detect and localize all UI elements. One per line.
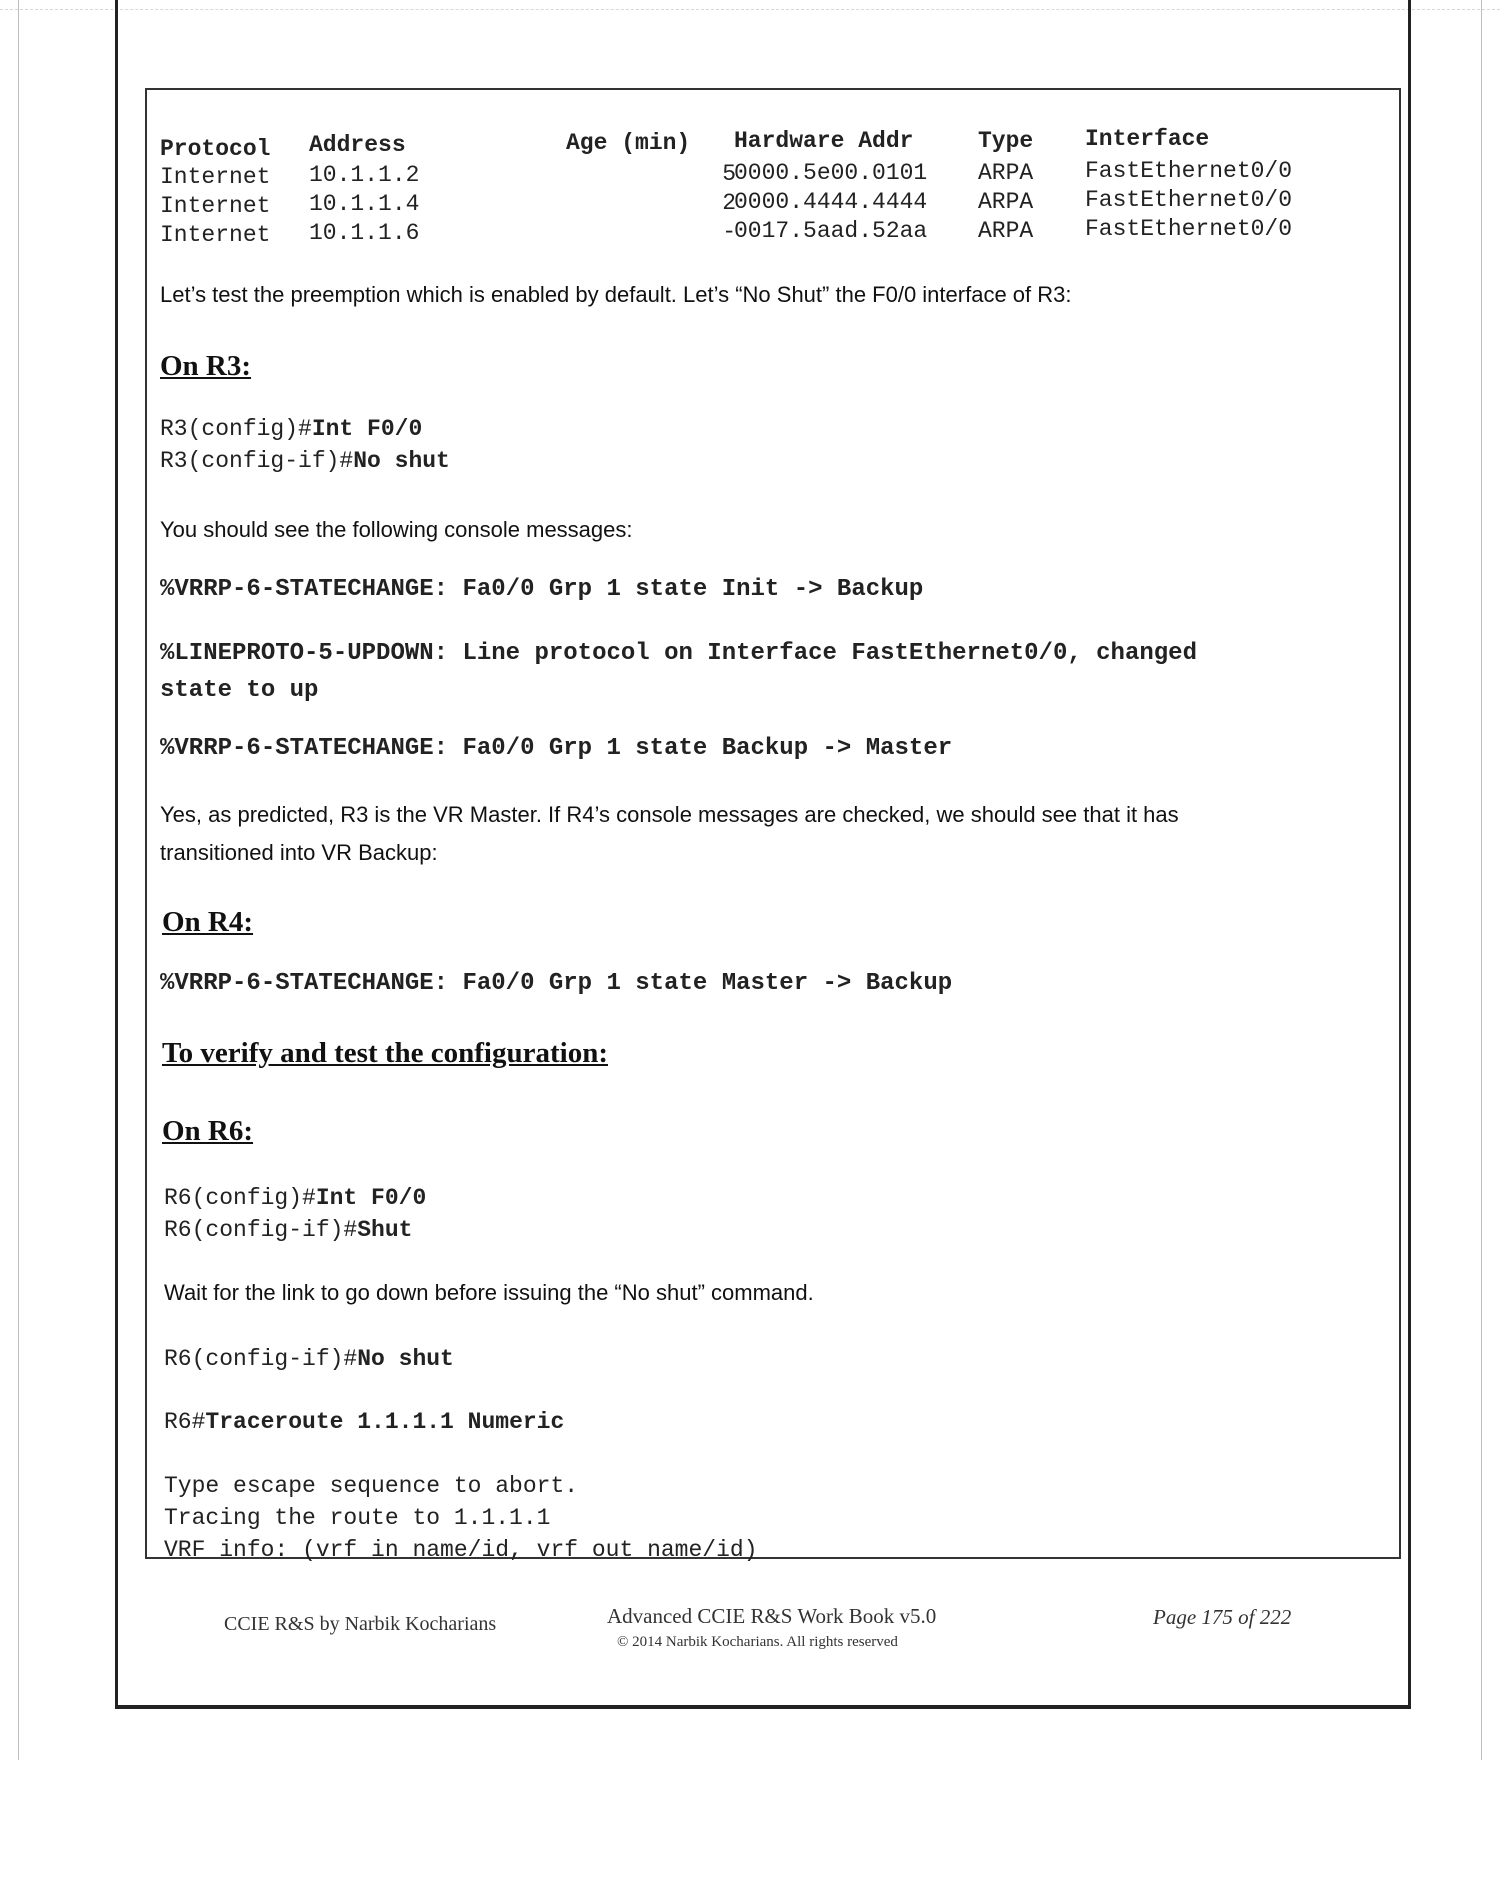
r6-prompt: R6(config)# (164, 1185, 316, 1211)
footer-page-number: Page 175 of 222 (1153, 1605, 1292, 1629)
arp-header-hardware: Hardware Addr (734, 128, 914, 154)
console-message-tag: %LINEPROTO-5-UPDOWN: (160, 640, 449, 667)
r6-command-line (164, 1409, 564, 1435)
scan-right-edge (1481, 0, 1482, 1760)
console-message-text: Fa0/0 Grp 1 state Backup -> Master (462, 735, 953, 762)
console-message-tag: %VRRP-6-STATECHANGE: (160, 735, 449, 762)
console-messages-paragraph: You should see the following console messages: (160, 517, 633, 542)
arp-cell-interface: FastEthernet0/0 (1085, 158, 1293, 184)
arp-cell-hardware: 0000.4444.4444 (734, 189, 928, 215)
predicted-paragraph-line1: Yes, as predicted, R3 is the VR Master. If R4’s console messages are checked, we should see that it has (160, 802, 1179, 827)
r3-command-line (160, 448, 450, 474)
heading-on-r6: On R6: (162, 1115, 254, 1147)
traceroute-output-line: Type escape sequence to abort. (164, 1473, 579, 1499)
r3-prompt: R3(config-if)# (160, 448, 354, 474)
arp-cell-hardware: 0000.5e00.0101 (734, 160, 928, 186)
arp-cell-age: 5 (722, 161, 736, 187)
r6-prompt: R6(config-if)# (164, 1217, 358, 1243)
arp-cell-interface: FastEthernet0/0 (1085, 187, 1293, 213)
arp-header-address: Address (309, 132, 406, 158)
r3-prompt: R3(config)# (160, 416, 312, 442)
console-message (160, 735, 952, 762)
arp-cell-age: 2 (722, 190, 736, 216)
console-message (160, 970, 952, 997)
arp-cell-type: ARPA (978, 160, 1034, 186)
console-message-text: Line protocol on Interface FastEthernet0/0, changed (462, 640, 1197, 667)
console-message (160, 640, 1197, 667)
arp-header-interface: Interface (1085, 126, 1210, 152)
footer-author: CCIE R&S by Narbik Kocharians (224, 1613, 497, 1635)
console-message (160, 576, 923, 603)
table-row (160, 216, 1360, 251)
heading-verify: To verify and test the configuration: (162, 1037, 608, 1069)
predicted-paragraph-line2: transitioned into VR Backup: (160, 840, 438, 865)
arp-cell-protocol: Internet (160, 222, 271, 248)
r6-command: No shut (357, 1346, 454, 1372)
r6-command-line (164, 1185, 426, 1211)
arp-cell-address: 10.1.1.6 (309, 220, 420, 246)
r6-command: Traceroute 1.1.1.1 Numeric (205, 1409, 565, 1435)
arp-cell-address: 10.1.1.4 (309, 191, 420, 217)
r6-prompt: R6(config-if)# (164, 1346, 358, 1372)
heading-on-r4: On R4: (162, 906, 254, 938)
arp-header-protocol: Protocol (160, 136, 271, 162)
console-message-tag: %VRRP-6-STATECHANGE: (160, 576, 449, 603)
footer-title: Advanced CCIE R&S Work Book v5.0 (607, 1604, 937, 1628)
traceroute-output-line: Tracing the route to 1.1.1.1 (164, 1505, 551, 1531)
preemption-paragraph: Let’s test the preemption which is enabled by default. Let’s “No Shut” the F0/0 interface of R3: (160, 282, 1072, 307)
arp-cell-address: 10.1.1.2 (309, 162, 420, 188)
arp-header-type: Type (978, 128, 1034, 154)
traceroute-output-line: VRF info: (vrf in name/id, vrf out name/id) (164, 1537, 758, 1563)
scan-left-edge (18, 0, 19, 1760)
console-message-text: Fa0/0 Grp 1 state Master -> Backup (462, 970, 953, 997)
r6-command: Shut (357, 1217, 413, 1243)
console-message-continuation: state to up (160, 677, 319, 704)
console-message-tag: %VRRP-6-STATECHANGE: (160, 970, 449, 997)
r3-command-line (160, 416, 422, 442)
arp-cell-age: - (722, 219, 736, 245)
arp-header-age: Age (min) (566, 130, 691, 156)
console-message-text: Fa0/0 Grp 1 state Init -> Backup (462, 576, 924, 603)
wait-paragraph: Wait for the link to go down before issuing the “No shut” command. (164, 1280, 814, 1305)
r6-command-line (164, 1346, 454, 1372)
r6-command-line (164, 1217, 412, 1243)
arp-cell-protocol: Internet (160, 164, 271, 190)
r3-command: No shut (353, 448, 450, 474)
r3-command: Int F0/0 (311, 416, 423, 442)
arp-cell-type: ARPA (978, 218, 1034, 244)
heading-on-r3: On R3: (160, 350, 252, 382)
arp-cell-protocol: Internet (160, 193, 271, 219)
r6-command: Int F0/0 (315, 1185, 427, 1211)
arp-cell-interface: FastEthernet0/0 (1085, 216, 1293, 242)
footer-copyright: © 2014 Narbik Kocharians. All rights reserved (617, 1634, 898, 1650)
arp-cell-type: ARPA (978, 189, 1034, 215)
arp-cell-hardware: 0017.5aad.52aa (734, 218, 928, 244)
r6-prompt: R6# (164, 1409, 206, 1435)
